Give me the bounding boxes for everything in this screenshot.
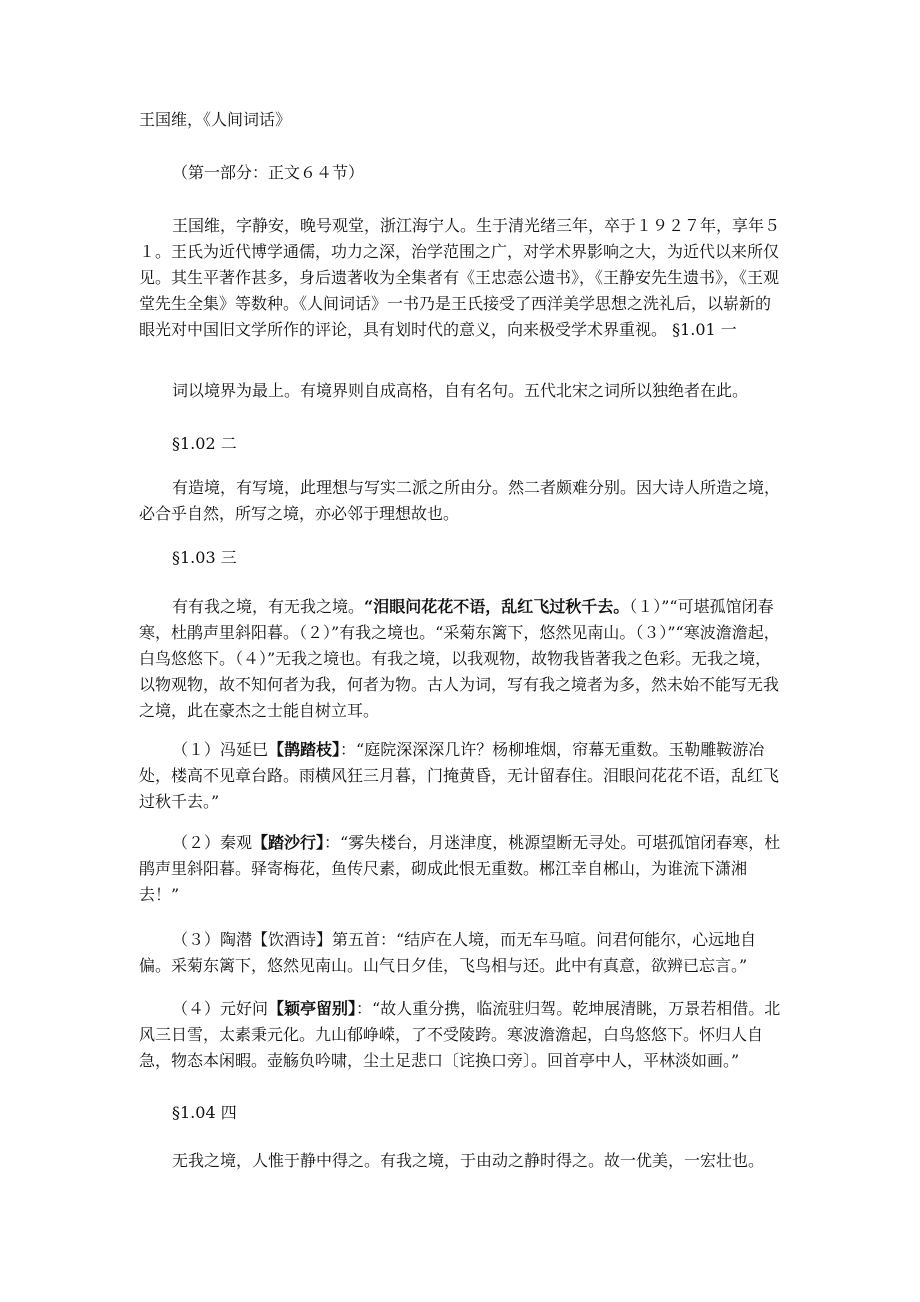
note-4-text: ：“故人重分携，临流驻归驾。乾坤展清眺，万景若相借。北风三日雪，太素秉元化。九山郁峥嵘，了不受陵跨。寒波澹澹起，白鸟悠悠下。怀归人自急，物态本闲暇。壶觞负吟啸，尘土足悲口〔诧换口旁〕。回首亭中人，平林淡如画。” [139, 999, 781, 1070]
intro-paragraph: 王国维，字静安，晚号观堂，浙江海宁人。生于清光绪三年，卒于１９２７年，享年５１。王氏为近代博学通儒，功力之深，治学范围之广，对学术界影响之大，为近代以来所仅见。其生平著作甚多，身后遗著收为全集者有《王忠悫公遗书》，《王静安先生遗书》，《王观堂先生全集》等数种。《人间词话》一书乃是王氏接受了西洋美学思想之洗礼后，以崭新的眼光对中国旧文学所作的评论，具有划时代的意义，向来极受学术界重视。 §1.01 一 [139, 216, 781, 339]
note-1 [139, 737, 781, 815]
note-1-text: ：“庭院深深深几许？杨柳堆烟，帘幕无重数。玉勒雕鞍游冶处，楼高不见章台路。雨横风狂三月暮，门掩黄昏，无计留春住。泪眼问花花不语，乱红飞过秋千去。” [139, 740, 780, 811]
section-3-heading: §1.03 三 [172, 548, 237, 567]
note-1-title: 【鹊踏枝】 [268, 740, 341, 759]
note-3: （３）陶潜【饮酒诗】第五首：“结庐在人境，而无车马喧。问君何能尔，心远地自偏。采菊东篱下，悠然见南山。山气日夕佳，飞鸟相与还。此中有真意，欲辨已忘言。” [139, 930, 757, 975]
note-4 [139, 996, 781, 1074]
note-2-author: （２）秦观 [172, 833, 253, 852]
section-3-text-a: 有有我之境，有无我之境。 [172, 597, 365, 616]
section-2-heading: §1.02 二 [172, 434, 237, 453]
note-4-author: （４）元好问 [172, 999, 269, 1018]
section-2-text: 有造境，有写境，此理想与写实二派之所由分。然二者颇难分别。因大诗人所造之境，必合乎自然，所写之境，亦必邻于理想故也。 [139, 478, 781, 523]
note-4-title: 【颖亭留别】 [268, 999, 357, 1018]
note-2-text: ：“雾失楼台，月迷津度，桃源望断无寻处。可堪孤馆闭春寒，杜鹃声里斜阳暮。驿寄梅花，鱼传尺素，砌成此恨无重数。郴江幸自郴山，为谁流下潇湘去！” [139, 833, 781, 904]
section-1-text: 词以境界为最上。有境界则自成高格，自有名句。五代北宋之词所以独绝者在此。 [172, 381, 749, 400]
section-4-text: 无我之境，人惟于静中得之。有我之境，于由动之静时得之。故一优美，一宏壮也。 [172, 1151, 765, 1170]
document-title: 王国维，《人间词话》 [139, 110, 292, 129]
note-2 [139, 830, 781, 908]
section-4-heading: §1.04 四 [172, 1103, 237, 1122]
section-3-bold-quote: “泪眼问花花不语，乱红飞过秋千去。 [364, 597, 630, 616]
section-3-text [139, 594, 781, 724]
note-2-title: 【踏沙行】 [252, 833, 325, 852]
section-3-text-b: （１）”“可堪孤馆闭春寒，杜鹃声里斜阳暮。（２）”有我之境也。“采菊东篱下，悠然见南山。（３）”“寒波澹澹起，白鸟悠悠下。（４）”无我之境也。有我之境，以我观物，故物我皆著我之色彩。无我之境，以物观物，故不知何者为我，何者为物。古人为词，写有我之境者为多，然未始不能写无我之境，此在豪杰之士能自树立耳。 [139, 597, 780, 720]
document-subtitle: （第一部分：正文６４节） [172, 163, 365, 182]
note-1-author: （１）冯延巳 [172, 740, 269, 759]
